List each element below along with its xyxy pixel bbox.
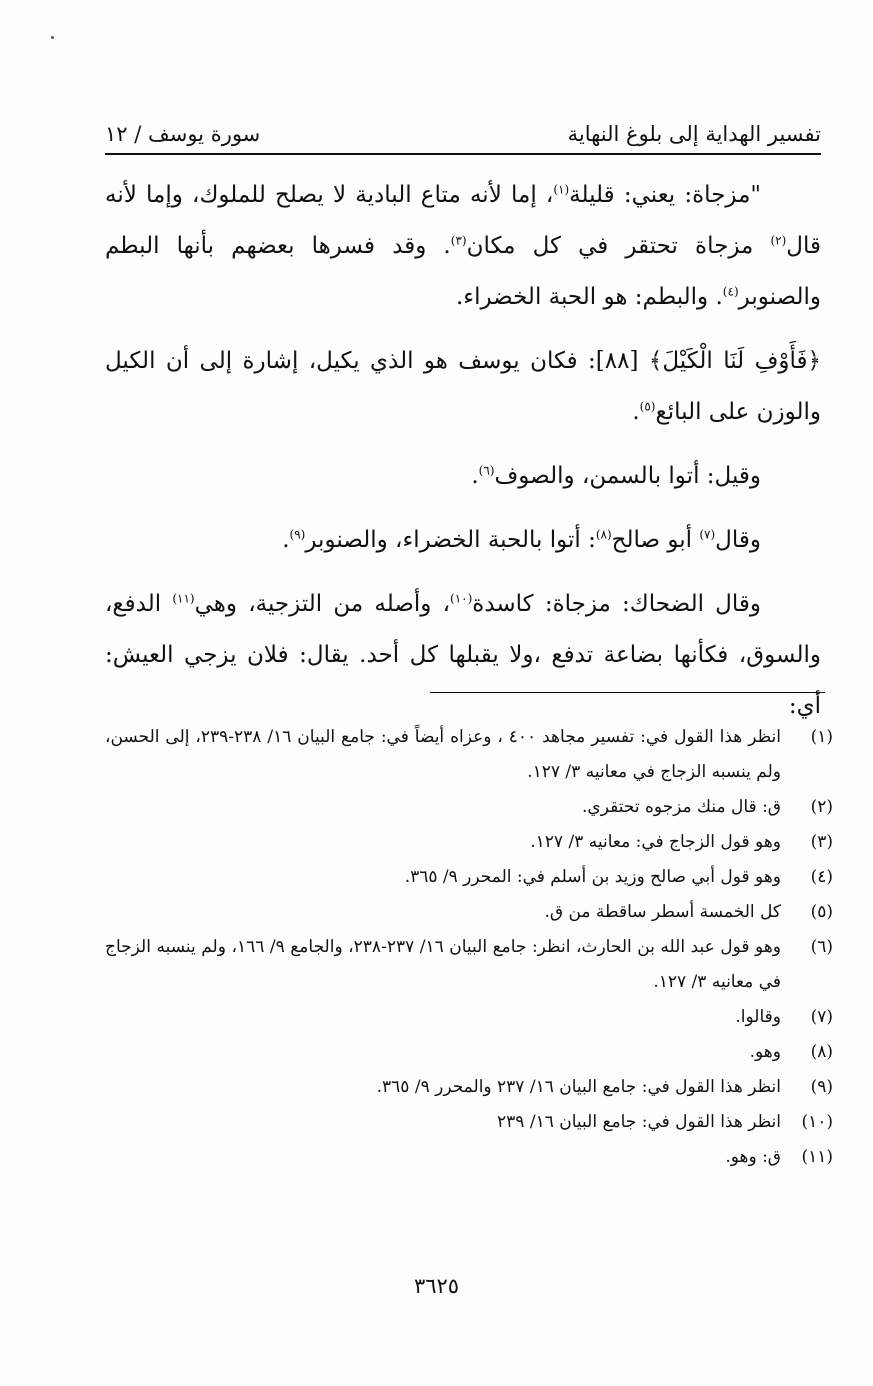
paragraph-5 (105, 579, 821, 732)
footnote-number: (١) (810, 727, 833, 747)
footnote-item (105, 720, 833, 790)
footnote-text: وهو قول الزجاج في: معانيه ٣/ ١٢٧. (530, 832, 781, 852)
paragraph-4 (105, 515, 821, 566)
footnote-number: (٩) (810, 1077, 833, 1097)
paragraph-3 (105, 451, 821, 502)
footnote-ref[interactable]: (٤) (722, 284, 739, 299)
footnote-text: انظر هذا القول في: تفسير مجاهد ٤٠٠ ، وعزاه أيضاً في: جامع البيان ١٦/ ٢٣٨-٢٣٩، إلى الحسن، ولم ينسبه الزجاج في معانيه ٣/ ١٢٧. (105, 727, 781, 782)
footnote-ref[interactable]: (٢) (770, 233, 787, 248)
footnote-number: (١٠) (801, 1112, 833, 1132)
footnote-number: (٥) (810, 902, 833, 922)
text-run: ، إما لأنه متاع البادية لا يصلح للملوك، وإما لأنه قال (105, 182, 822, 259)
footnote-ref[interactable]: (٥) (639, 399, 656, 414)
footnote-number: (٤) (810, 867, 833, 887)
text-run: وقال الضحاك: مزجاة: كاسدة (472, 591, 761, 617)
footnote-item (105, 1000, 833, 1035)
footnote-text: وهو قول أبي صالح وزيد بن أسلم في: المحرر ٩/ ٣٦٥. (404, 867, 781, 887)
footnote-text: انظر هذا القول في: جامع البيان ١٦/ ٢٣٧ والمحرر ٩/ ٣٦٥. (376, 1077, 781, 1097)
footnote-item (105, 790, 833, 825)
text-run: مزجاة تحتقر في كل مكان (466, 233, 771, 259)
footnote-text: كل الخمسة أسطر ساقطة من ق. (544, 902, 781, 922)
text-run: : أتوا بالحبة الخضراء، والصنوبر (305, 527, 596, 553)
paragraph-2 (105, 336, 821, 438)
main-text (105, 170, 821, 732)
footnote-ref[interactable]: (٨) (595, 527, 612, 542)
text-run: . (282, 527, 290, 553)
text-run: وقيل: أتوا بالسمن، والصوف (494, 463, 761, 489)
footnote-ref[interactable]: (٦) (478, 463, 495, 478)
text-run: الدفع، والسوق، فكأنها بضاعة تدفع ،ولا يقبلها كل أحد. يقال: فلان يزجي العيش: أي: (105, 591, 821, 719)
scan-speck (51, 36, 54, 39)
footnote-text: وقالوا. (735, 1007, 781, 1027)
footnote-item (105, 930, 833, 1000)
footnote-ref[interactable]: (٣) (450, 233, 467, 248)
header-rule (105, 153, 821, 155)
footnote-ref[interactable]: (٩) (289, 527, 306, 542)
footnote-number: (٦) (810, 937, 833, 957)
footnote-item (105, 1140, 833, 1175)
text-run: "مزجاة: يعني: قليلة (569, 182, 762, 208)
footnote-item (105, 1105, 833, 1140)
text-run: . والبطم: هو الحبة الخضراء. (455, 284, 723, 310)
page-number: ٣٦٢٥ (413, 1274, 460, 1298)
text-run: . (632, 399, 640, 425)
text-run: . وقد فسرها بعضهم بأنها البطم والصنوبر (105, 233, 821, 310)
text-run: ، وأصله من التزجية، وهي (194, 591, 450, 617)
text-run: وقال (715, 527, 761, 553)
book-title: تفسير الهداية إلى بلوغ النهاية (567, 122, 821, 146)
footnote-ref[interactable]: (١١) (172, 591, 195, 606)
footnote-separator (430, 692, 825, 693)
text-run: أبو صالح (611, 527, 700, 553)
sura-label: سورة يوسف / ١٢ (105, 122, 261, 146)
footnote-number: (٢) (810, 797, 833, 817)
footnote-number: (٧) (810, 1007, 833, 1027)
footnote-item (105, 1035, 833, 1070)
footnote-number: (٣) (810, 832, 833, 852)
text-run: ﴿فَأَوْفِ لَنَا الْكَيْلَ﴾ [٨٨]: فكان يوسف هو الذي يكيل، إشارة إلى أن الكيل والوزن على البائع (105, 348, 821, 425)
footnote-number: (٨) (810, 1042, 833, 1062)
text-run: . (471, 463, 479, 489)
footnote-item (105, 895, 833, 930)
paragraph-1 (105, 170, 821, 323)
footnote-item (105, 825, 833, 860)
footnote-text: وهو قول عبد الله بن الحارث، انظر: جامع البيان ١٦/ ٢٣٧-٢٣٨، والجامع ٩/ ١٦٦، ولم ينسبه الزجاج في معانيه ٣/ ١٢٧. (105, 937, 781, 992)
footnote-text: ق: وهو. (725, 1147, 781, 1167)
footnote-ref[interactable]: (٧) (699, 527, 716, 542)
footnote-item (105, 1070, 833, 1105)
footnote-ref[interactable]: (١٠) (450, 591, 473, 606)
footnotes (105, 720, 833, 1175)
footnote-ref[interactable]: (١) (553, 182, 570, 197)
footnote-text: وهو. (749, 1042, 781, 1062)
footnote-text: ق: قال منك مزجوه تحتقري. (582, 797, 781, 817)
footnote-item (105, 860, 833, 895)
footnote-number: (١١) (801, 1147, 833, 1167)
running-header (105, 116, 821, 152)
footnote-text: انظر هذا القول في: جامع البيان ١٦/ ٢٣٩ (497, 1112, 781, 1132)
